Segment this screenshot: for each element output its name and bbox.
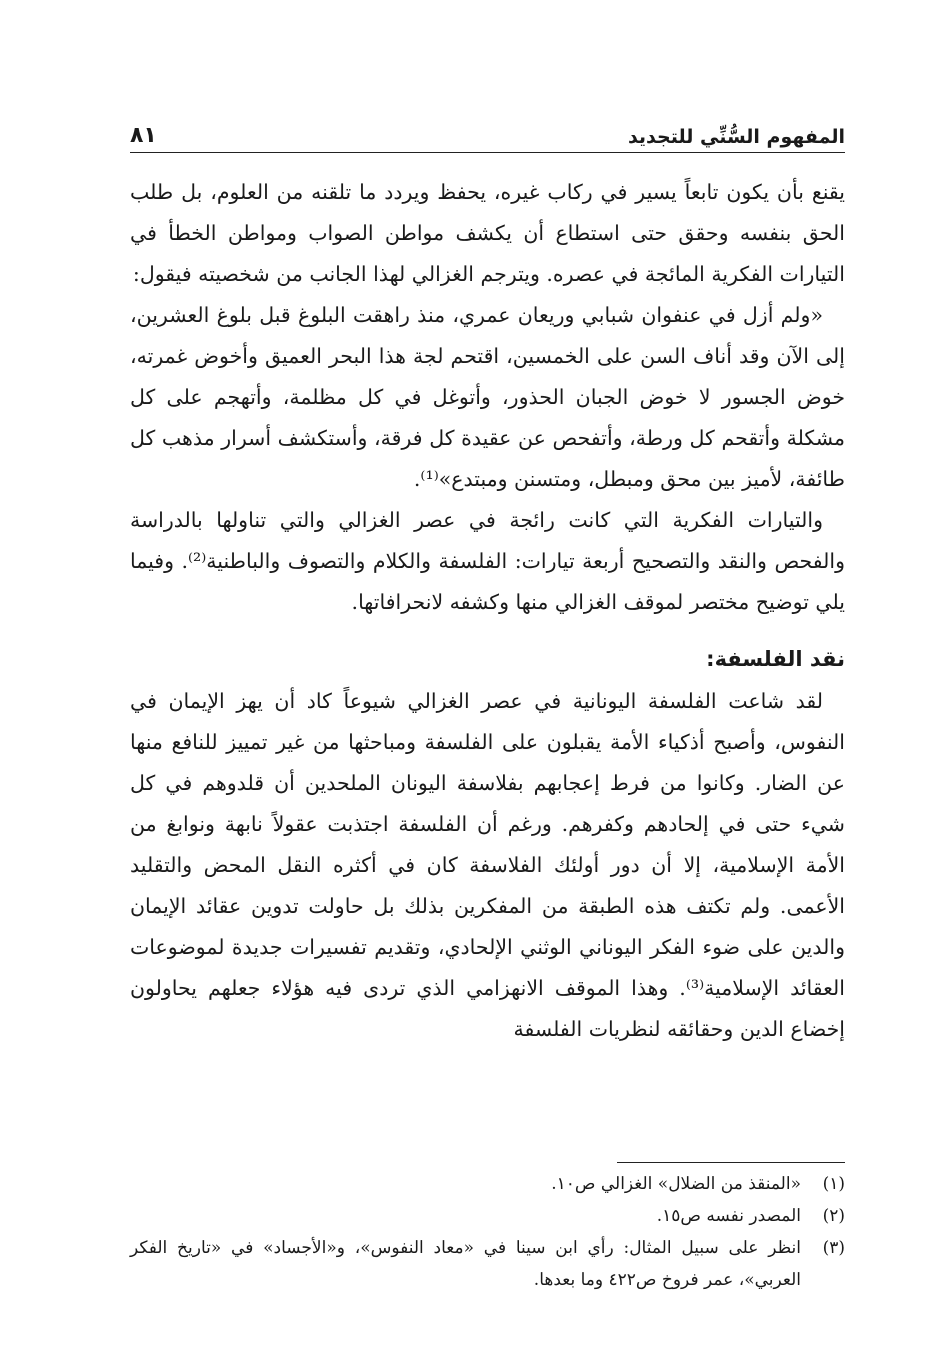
quote-paragraph: «ولم أزل في عنفوان شبابي وريعان عمري، منذ راهقت البلوغ قبل بلوغ العشرين، إلى الآن وقد أناف السن على الخمسين، اقتحم لجة هذا البحر العميق وأخوض غمرته، خوض الجسور لا خوض الجبان الحذور، وأتوغل في كل مظلمة، وأتهجم على كل مشكلة وأتقحم كل ورطة، وأتفحص عن عقيدة كل فرقة، وأستكشف أسرار مذهب كل طائفة، لأميز بين محق ومبطل، ومتسنن ومبتدع»⁽¹⁾. [130,303,845,491]
footnote-text: «المنقذ من الضلال» الغزالي ص١٠. [551,1174,801,1194]
footnote-number: (٢) [822,1206,845,1226]
footnotes [130,1168,845,1296]
paragraph-philosophy: لقد شاعت الفلسفة اليونانية في عصر الغزالي شيوعاً كاد أن يهز الإيمان في النفوس، وأصبح أذكياء الأمة يقبلون على الفلسفة ومباحثها من غير تمييز للنافع منها عن الضار. وكانوا من فرط إعجابهم بفلاسفة اليونان الملحدين أن قلدوهم في كل شيء حتى في إلحادهم وكفرهم. ورغم أن الفلسفة اجتذبت عقولاً نابهة ونوابغ من الأمة الإسلامية، إلا أن دور أولئك الفلاسفة كان في أكثره النقل المحض والتقليد الأعمى. ولم تكتف هذه الطبقة من المفكرين بذلك بل حاولت تدوين عقائد الإيمان والدين على ضوء الفكر اليوناني الوثني الإلحادي، وتقديم تفسيرات جديدة لموضوعات العقائد الإسلامية⁽³⁾. وهذا الموقف الانهزامي الذي تردى فيه هؤلاء جعلهم يحاولون إخضاع الدين وحقائقه لنظريات الفلسفة [130,689,846,1041]
footnote-text: المصدر نفسه ص١٥. [656,1206,801,1226]
footnote-text: انظر على سبيل المثال: رأي ابن سينا في «معاد النفوس»، و«الأجساد» في «تاريخ الفكر العربي»، عمر فروخ ص٤٢٢ وما بعدها. [130,1238,801,1290]
footnote [130,1168,845,1200]
page-number: ٨١ [130,123,157,148]
section-title: نقد الفلسفة: [706,647,845,671]
paragraph-currents: والتيارات الفكرية التي كانت رائجة في عصر الغزالي والتي تناولها بالدراسة والفحص والنقد والتصحيح أربعة تيارات: الفلسفة والكلام والتصوف والباطنية⁽²⁾. وفيما يلي توضيح مختصر لموقف الغزالي منها وكشفه لانحرافاتها. [130,508,846,614]
footnote-separator [617,1162,845,1163]
page-header [130,108,845,153]
book-page [130,0,845,1372]
running-title: المفهوم السُّنِّي للتجديد [627,126,845,148]
footnote [130,1200,845,1232]
footnote-number: (٣) [822,1238,845,1258]
page-body [130,172,845,1050]
footnote-number: (١) [822,1174,845,1194]
footnote [130,1232,845,1296]
paragraph-intro: يقنع بأن يكون تابعاً يسير في ركاب غيره، يحفظ ويردد ما تلقنه من العلوم، بل طلب الحق بنفسه وحقق حتى استطاع أن يكشف مواطن الصواب ومواطن الخطأ في التيارات الفكرية المائجة في عصره. ويترجم الغزالي لهذا الجانب من شخصيته فيقول: [130,180,845,286]
